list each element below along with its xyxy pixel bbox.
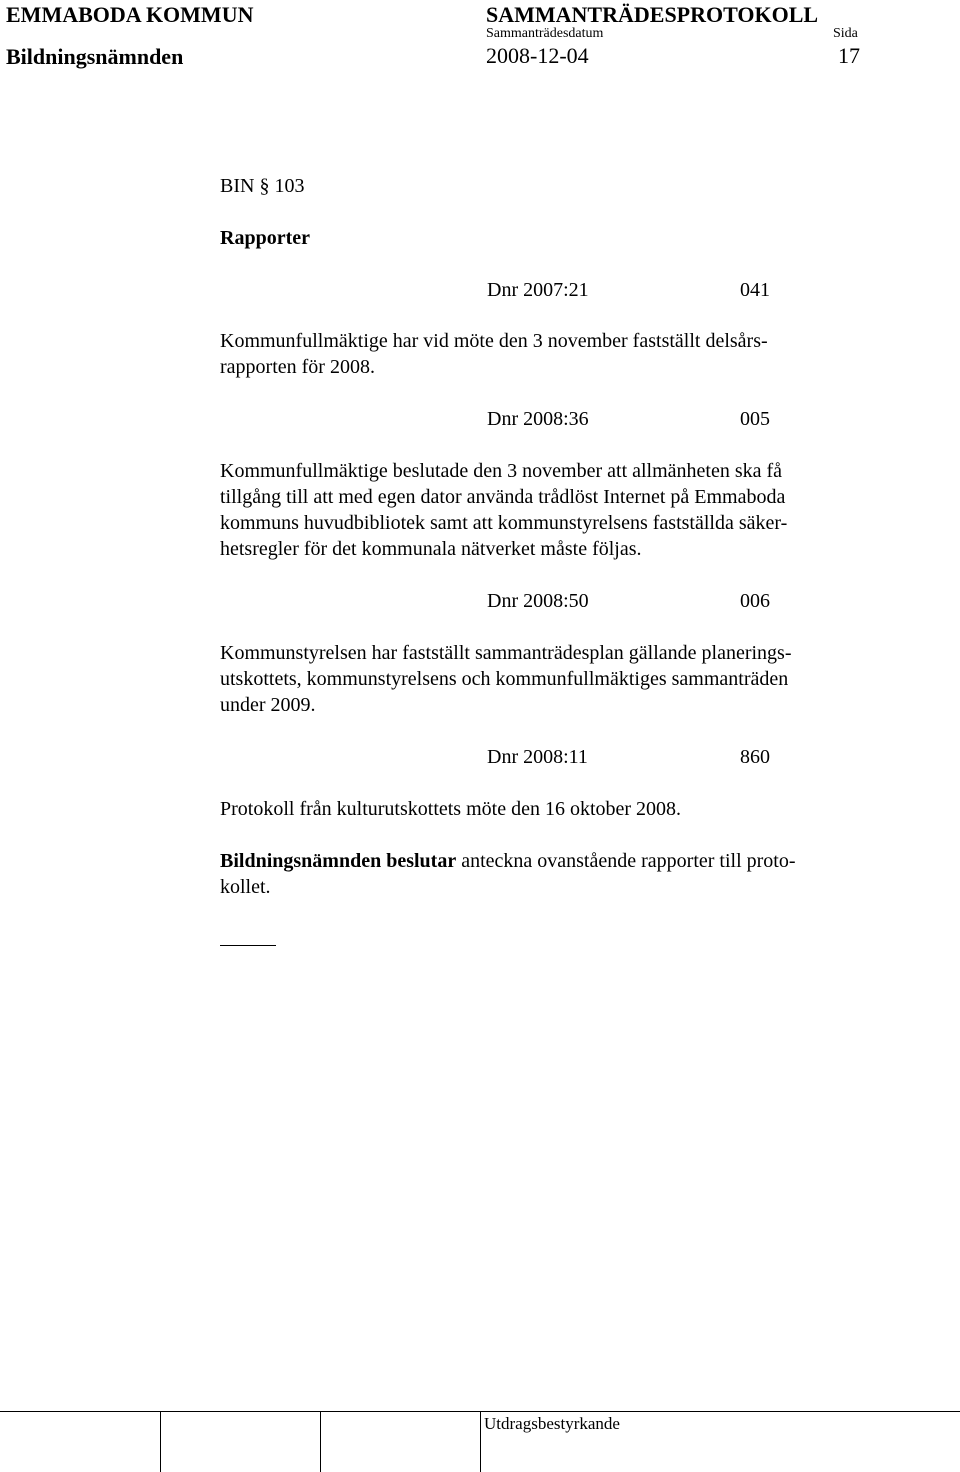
entry-line: under 2009.	[220, 694, 316, 716]
attestation-label: Utdragsbestyrkande	[484, 1414, 620, 1433]
document-type: SAMMANTRÄDESPROTOKOLL	[486, 2, 819, 27]
item-title: Rapporter	[220, 227, 310, 249]
decision-lead: Bildningsnämnden beslutar	[220, 850, 457, 872]
entry-line: kommuns huvudbibliotek samt att kommunstyrelsens fastställda säker-	[220, 512, 788, 534]
page-label: Sida	[833, 26, 858, 41]
footer-divider	[160, 1411, 161, 1472]
entry-dnr: Dnr 2008:50	[487, 590, 589, 612]
decision-text-cont: kollet.	[220, 876, 271, 898]
entry-text	[220, 328, 880, 380]
entry-dnr: Dnr 2008:36	[487, 408, 589, 430]
entry-code: 041	[740, 279, 770, 301]
decision-text: anteckna ovanstående rapporter till proto-	[456, 850, 796, 872]
item-number	[220, 173, 304, 199]
item-number-value: 103	[274, 175, 305, 197]
entry-text	[220, 458, 880, 562]
org-name: EMMABODA KOMMUN	[6, 2, 254, 27]
entry-line: utskottets, kommunstyrelsens och kommunfullmäktiges sammanträden	[220, 668, 789, 690]
entry-line: Kommunfullmäktige har vid möte den 3 november fastställt delsårs-	[220, 330, 768, 352]
decision-paragraph	[220, 848, 880, 900]
entry-line: Protokoll från kulturutskottets möte den 16 oktober 2008.	[220, 798, 682, 820]
entry-dnr: Dnr 2008:11	[487, 746, 588, 768]
footer-divider	[480, 1411, 481, 1472]
entry-line: tillgång till att med egen dator använda trådlöst Internet på Emmaboda	[220, 486, 786, 508]
date-label: Sammanträdesdatum	[486, 26, 604, 41]
entry-line: rapporten för 2008.	[220, 356, 375, 378]
footer-divider	[320, 1411, 321, 1472]
section-symbol: §	[259, 175, 270, 197]
entry-line: Kommunfullmäktige beslutade den 3 november att allmänheten ska få	[220, 460, 783, 482]
entry-dnr: Dnr 2007:21	[487, 279, 589, 301]
page-number: 17	[838, 43, 860, 68]
entry-text	[220, 796, 880, 822]
entry-code: 860	[740, 746, 770, 768]
entry-text	[220, 640, 880, 718]
item-prefix: BIN	[220, 175, 255, 197]
entry-code: 006	[740, 590, 770, 612]
meeting-date: 2008-12-04	[486, 43, 589, 68]
end-rule	[220, 945, 276, 946]
entry-code: 005	[740, 408, 770, 430]
committee-name: Bildningsnämnden	[6, 44, 184, 69]
entry-line: Kommunstyrelsen har fastställt sammanträdesplan gällande planerings-	[220, 642, 792, 664]
entry-line: hetsregler för det kommunala nätverket måste följas.	[220, 538, 642, 560]
